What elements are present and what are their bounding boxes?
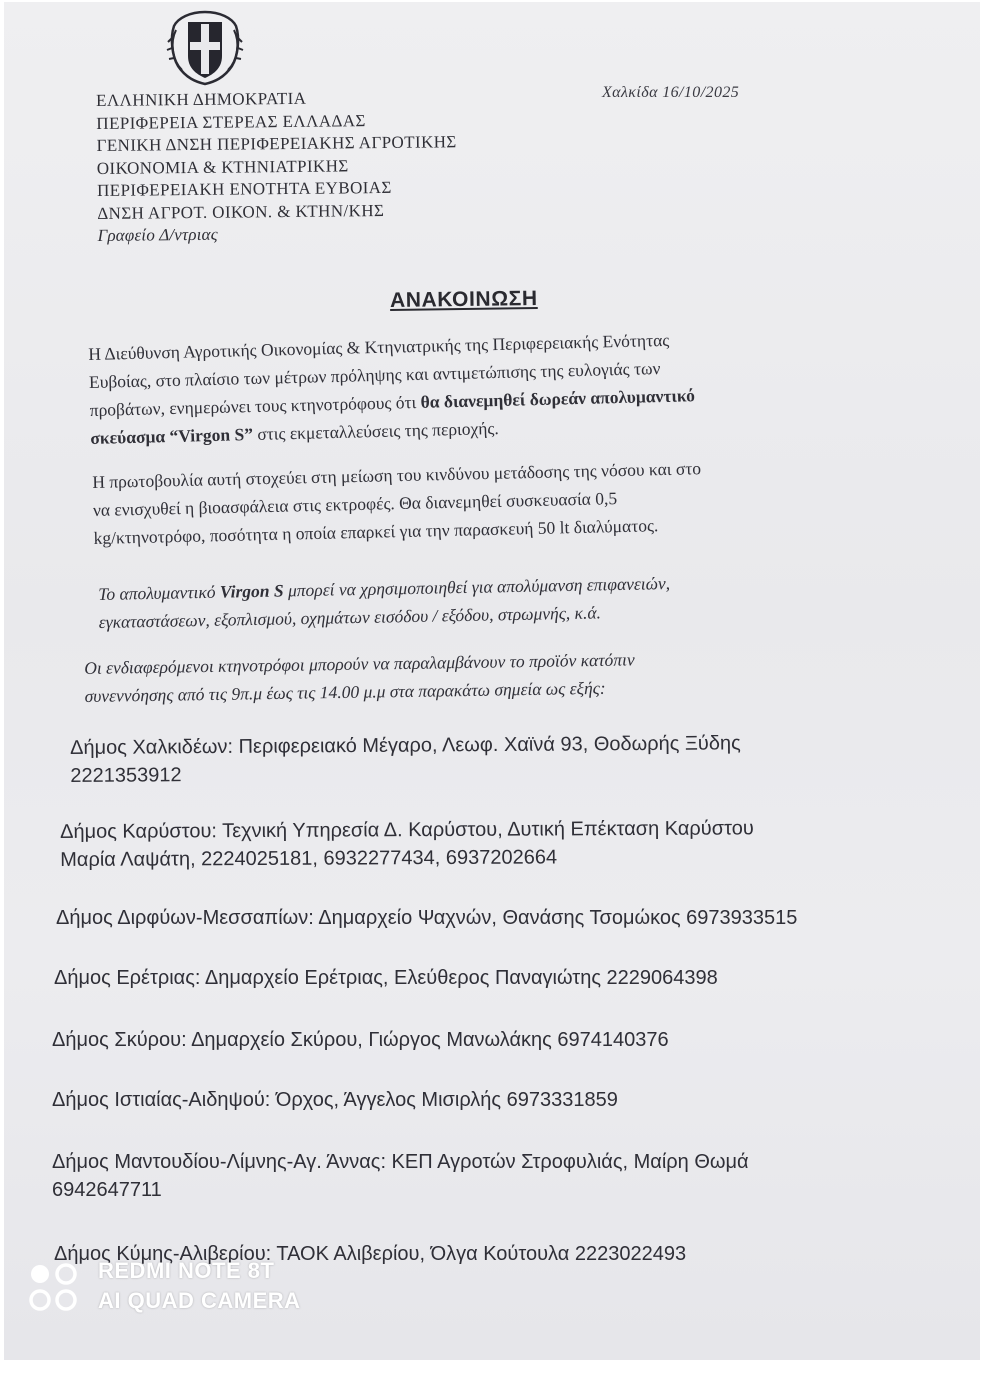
paragraph-initiative (92, 454, 703, 552)
text-segment: προβάτων, ενημερώνει τους κτηνοτρόφους ότι (89, 391, 421, 420)
header-line: ΓΕΝΙΚΗ ΔΝΣΗ ΠΕΡΙΦΕΡΕΙΑΚΗΣ ΑΓΡΟΤΙΚΗΣ (96, 132, 457, 155)
location-line: Δήμος Διρφύων-Μεσσαπίων: Δημαρχείο Ψαχνών, Θανάσης Τσομώκος 6973933515 (56, 907, 798, 929)
paragraph-intro (88, 325, 696, 452)
paragraph-line: Η Διεύθυνση Αγροτικής Οικονομίας & Κτηνιατρικής της Περιφερειακής Ενότητας (88, 329, 670, 364)
location-entry (52, 1086, 618, 1114)
location-line: Δήμος Χαλκιδέων: Περιφερειακό Μέγαρο, Λεωφ. Χαϊνά 93, Θοδωρής Ξύδης (70, 732, 741, 759)
location-entry (70, 729, 741, 790)
paragraph-usage (98, 569, 671, 636)
paragraph-pickup (84, 645, 635, 710)
header-line: ΠΕΡΙΦΕΡΕΙΑ ΣΤΕΡΕΑΣ ΕΛΛΑΔΑΣ (96, 110, 366, 133)
camera-watermark (26, 1256, 316, 1320)
watermark-camera: AI QUAD CAMERA (98, 1288, 301, 1313)
location-entry (52, 1026, 669, 1054)
place-date: Χαλκίδα 16/10/2025 (602, 84, 740, 101)
location-line: 6942647711 (52, 1179, 162, 1201)
location-line: Δήμος Μαντουδίου-Λίμνης-Αγ. Άννας: ΚΕΠ Αγροτών Στροφυλιάς, Μαίρη Θωμά (52, 1151, 749, 1173)
location-line: Δήμος Κύμης-Αλιβερίου: ΤΑΟΚ Αλιβερίου, Όλγα Κούτουλα 2223022493 (54, 1243, 687, 1265)
location-entry (60, 814, 754, 874)
watermark-model: REDMI NOTE 8T (98, 1258, 275, 1283)
bold-segment: Virgon S (219, 580, 284, 602)
text-segment: Το απολυμαντικό (98, 581, 221, 604)
text-segment: στις εκμεταλλεύσεις της περιοχής. (252, 417, 499, 444)
bold-segment: θα διανεμηθεί δωρεάν απολυμαντικό (420, 385, 696, 412)
header-line: ΔΝΣΗ ΑΓΡΟΤ. ΟΙΚΟΝ. & ΚΤΗΝ/ΚΗΣ (97, 200, 385, 223)
camera-lens-icon (26, 1258, 84, 1316)
office-line: Γραφείο Δ/ντριας (97, 224, 218, 245)
paragraph-line: συνεννόησης από τις 9π.μ έως τις 14.00 μ.μ στα παρακάτω σημεία ως εξής: (84, 677, 606, 706)
location-line: Δήμος Σκύρου: Δημαρχείο Σκύρου, Γιώργος Μανωλάκης 6974140376 (52, 1029, 669, 1051)
paragraph-line: Η πρωτοβουλία αυτή στοχεύει στη μείωση του κινδύνου μετάδοσης της νόσου και στο (92, 458, 702, 492)
coat-of-arms-icon (162, 8, 248, 86)
issuer-header (96, 86, 458, 247)
paragraph-line: να ενισχυθεί η βιοασφάλεια στις εκτροφές. Θα διανεμηθεί συσκευασία 0,5 (92, 488, 618, 520)
location-line: Δήμος Ιστιαίας-Αιδηψού: Όρχος, Άγγελος Μισιρλής 6973331859 (52, 1089, 618, 1111)
paragraph-line: εγκαταστάσεων, εξοπλισμού, οχημάτων εισόδου / εξόδου, στρωμνής, κ.ά. (98, 602, 602, 632)
bold-segment: σκεύασμα “Virgon S” (90, 424, 254, 448)
location-line: Μαρία Λαψάτη, 2224025181, 6932277434, 6937202664 (60, 846, 558, 871)
header-line: ΠΕΡΙΦΕΡΕΙΑΚΗ ΕΝΟΤΗΤΑ ΕΥΒΟΙΑΣ (96, 177, 392, 200)
location-line: Δήμος Καρύστου: Τεχνική Υπηρεσία Δ. Καρύστου, Δυτική Επέκταση Καρύστου (60, 817, 754, 843)
header-line: ΟΙΚΟΝΟΜΙΑ & ΚΤΗΝΙΑΤΡΙΚΗΣ (96, 155, 349, 178)
header-line: ΕΛΛΗΝΙΚΗ ΔΗΜΟΚΡΑΤΙΑ (96, 88, 307, 110)
document-title: ΑΝΑΚΟΙΝΩΣΗ (389, 286, 538, 313)
location-line: Δήμος Ερέτριας: Δημαρχείο Ερέτριας, Ελεύθερος Παναγιώτης 2229064398 (54, 967, 718, 989)
paragraph-line: kg/κτηνοτρόφο, ποσότητα η οποία επαρκεί για την παρασκευή 50 lt διαλύματος. (93, 515, 659, 548)
location-entry (52, 1148, 749, 1204)
text-segment: μπορεί να χρησιμοποιηθεί για απολύμανση επιφανειών, (283, 573, 671, 601)
location-entry (54, 964, 718, 992)
document-page (4, 2, 980, 1360)
location-line: 2221353912 (70, 764, 182, 787)
location-entry (56, 904, 797, 932)
paragraph-line: Ευβοίας, στο πλαίσιο των μέτρων πρόληψης και αντιμετώπισης της ευλογιάς των (88, 358, 661, 392)
paragraph-line: Οι ενδιαφερόμενοι κτηνοτρόφοι μπορούν να παραλαμβάνουν το προϊόν κατόπιν (84, 649, 635, 678)
